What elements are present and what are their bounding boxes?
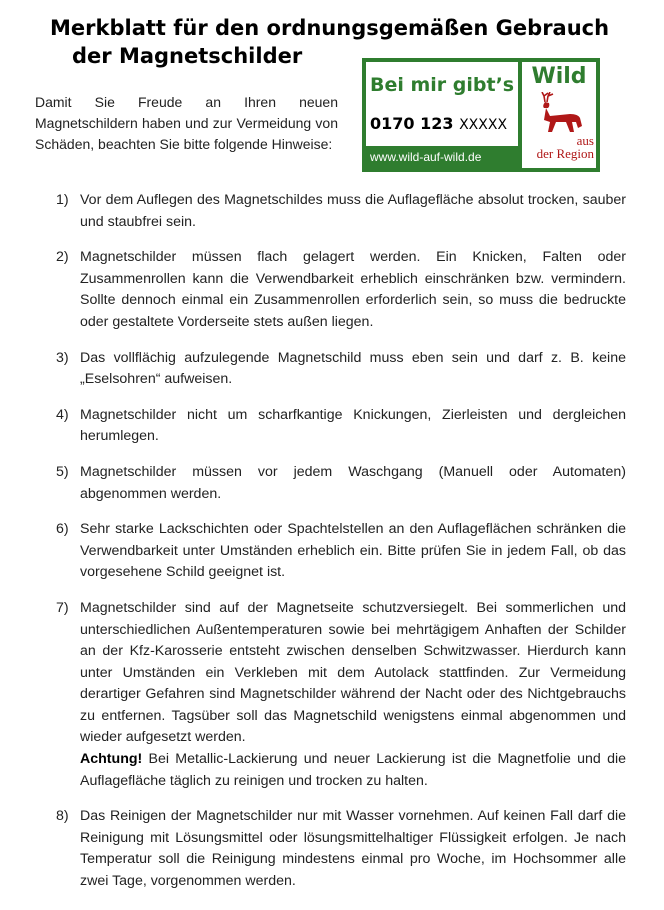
region-line-2: der Region [536,146,594,161]
wild-logo [522,62,596,168]
badge-phone-suffix: XXXXX [459,117,508,133]
logo-word: Wild [531,64,587,89]
item-text: Magnetschilder sind auf der Magnetseite schutzversiegelt. Bei sommerlichen und unterschiedlichen Außentemperaturen sowie bei mehrtägigem Anhaften der Schilder an der Kfz-Karosserie entsteht zwischen denselben Schwitzwasser. Hierdurch kann unter Umständen ein Verkleben mit dem Autolack stattfinden. Zur Vermeidung derartiger Gefahren sind Magnetschilder während der Nacht oder des Nichtgebrauchs zu entfernen. Tagsüber soll das Magnetschild wenigstens einmal abgenommen und wieder aufgesetzt werden. [80,599,626,746]
item-text: Sehr starke Lackschichten oder Spachtelstellen an den Auflageflächen schränken die Verwendbarkeit unter Umständen erheblich ein. Bitte prüfen Sie in jedem Fall, ob das vorgesehene Schild geeignet ist. [80,521,626,581]
list-item [56,462,626,505]
item-text: Magnetschilder müssen flach gelagert werden. Ein Knicken, Falten oder Zusammenrollen kann die Verwendbarkeit erheblich einschränken bzw. vermindern. Sollte dennoch einmal ein Zusammenrollen erforderlich sein, so muss die bedruckte oder gestaltete Vorderseite stets außen liegen. [80,249,626,330]
list-item [56,405,626,448]
intro-paragraph: Damit Sie Freude an Ihren neuen Magnetschildern haben und zur Vermeidung von Schäden, beachten Sie bitte folgende Hinweise: [35,94,338,152]
badge-phone-number: 0170 123 [370,114,454,133]
region-line-1: aus [576,133,594,148]
item-number: 1) [56,192,69,208]
logo-region-text [536,134,594,160]
badge-phone [370,114,507,133]
page-title-line-2: der Magnetschilder [72,44,303,68]
wild-promo-badge [362,58,600,172]
item-number: 6) [56,521,69,538]
warning-text: Bei Metallic-Lackierung und neuer Lackierung ist die Magnetfolie und die Auflagefläche täglich zu reinigen und trocken zu halten. [80,751,626,789]
item-number: 5) [56,463,69,480]
item-text: Magnetschilder nicht um scharfkantige Knickungen, Zierleisten und dergleichen herumlegen. [80,406,626,445]
item-text: Magnetschilder müssen vor jedem Waschgang (Manuell oder Automaten) abgenommen werden. [80,463,626,502]
list-item [56,348,626,391]
item-number: 7) [56,599,69,616]
item-number: 3) [56,349,69,366]
item-number: 2) [56,249,69,266]
badge-website: www.wild-auf-wild.de [370,150,482,164]
item-text: Das Reinigen der Magnetschilder nur mit Wasser vornehmen. Auf keinen Fall darf die Reinigung mit Lösungsmittel oder lösungsmittelhaltiger Flüssigkeit erfolgen. Je nach Temperatur soll die Reinigung mindestens einmal pro Woche, im Hochsommer alle zwei Tage, vorgenommen werden. [80,808,626,890]
list-item [56,598,626,792]
item-number: 8) [56,808,69,825]
list-item [56,519,626,584]
item-number: 4) [56,406,69,423]
instruction-list [56,190,626,907]
deer-icon [530,92,588,134]
item-text: Vor dem Auflegen des Magnetschildes muss die Auflagefläche absolut trocken, sauber und staubfrei sein. [80,192,626,230]
badge-headline: Bei mir gibt’s [370,74,515,96]
page-title-line-1: Merkblatt für den ordnungsgemäßen Gebrauch [50,16,610,40]
item-text: Das vollflächig aufzulegende Magnetschild muss eben sein und darf z. B. keine „Eselsohren“ aufweisen. [80,349,626,388]
list-item [56,806,626,892]
warning-label: Achtung! [80,751,143,768]
list-item [56,190,626,233]
warning-note [80,749,626,792]
list-item [56,247,626,333]
